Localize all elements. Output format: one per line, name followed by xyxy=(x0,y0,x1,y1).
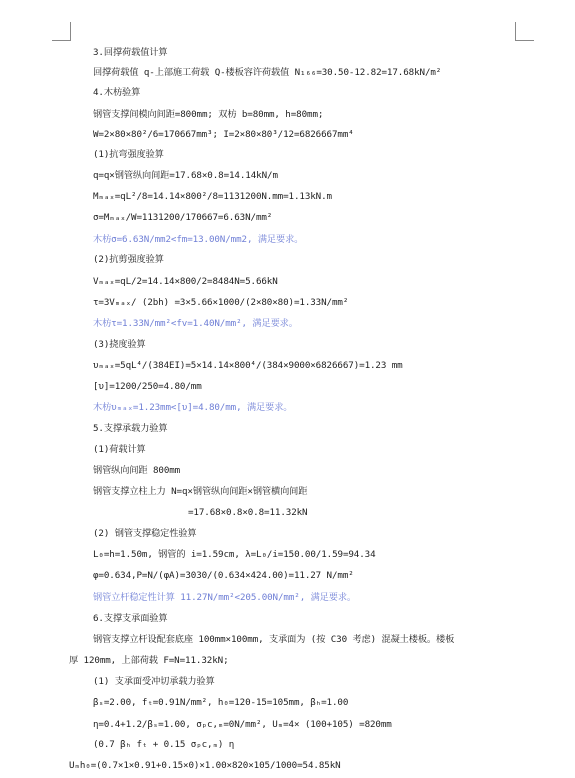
text-line: W=2×80×80²/6=170667mm³; I=2×80×80³/12=6826667mm⁴ xyxy=(93,129,354,140)
text-line: φ=0.634,P=N/(φA)=3030/(0.634×424.00)=11.27 N/mm² xyxy=(93,570,354,581)
text-line: (0.7 βₕ fₜ + 0.15 σₚc,ₘ) η xyxy=(93,739,235,750)
result-line: 木枋υₘₐₓ=1.23mm<[υ]=4.80/mm, 满足要求。 xyxy=(93,402,293,413)
text-line: βₛ=2.00, fₜ=0.91N/mm², h₀=120-15=105mm, βₕ=1.00 xyxy=(93,697,349,708)
text-line: 钢管支撑立柱上力 N=q×钢管纵向间距×钢管横向间距 xyxy=(93,486,308,497)
result-line: 木枋σ=6.63N/mm2<fm=13.00N/mm2, 满足要求。 xyxy=(93,234,304,245)
subheading-deflection: (3)挠度验算 xyxy=(93,339,146,350)
text-line: [υ]=1200/250=4.80/mm xyxy=(93,381,202,392)
text-line: 钢管支撑立杆设配套底座 100mm×100mm, 支承面为 (按 C30 考虑) 混凝土楼板。楼板 xyxy=(93,634,455,645)
subheading-load-calc: (1)荷载计算 xyxy=(93,444,146,455)
text-line: 钢管纵向间距 800mm xyxy=(93,465,181,476)
page-corner-mark-top-right xyxy=(515,22,534,41)
subheading-punching: (1) 支承面受冲切承载力验算 xyxy=(93,676,215,687)
text-line: Mₘₐₓ=qL²/8=14.14×800²/8=1131200N.mm=1.13kN.m xyxy=(93,191,332,202)
result-line: 钢管立杆稳定性计算 11.27N/mm²<205.00N/mm², 满足要求。 xyxy=(93,592,357,603)
text-line: L₀=h=1.50m, 钢管的 i=1.59cm, λ=L₀/i=150.00/1.59=94.34 xyxy=(93,549,376,560)
text-line: υₘₐₓ=5qL⁴/(384EI)=5×14.14×800⁴/(384×9000×6826667)=1.23 mm xyxy=(93,360,403,371)
heading-support-capacity: 5.支撑承载力验算 xyxy=(93,423,168,434)
heading-backprop-load: 3.回撑荷载值计算 xyxy=(93,47,168,58)
page-corner-mark-top-left xyxy=(52,22,71,41)
heading-bearing-surface: 6.支撑支承面验算 xyxy=(93,613,168,624)
text-line: 钢管支撑间模向间距=800mm; 双枋 b=80mm, h=80mm; xyxy=(93,109,324,120)
text-line: Uₘh₀=(0.7×1×0.91+0.15×0)×1.00×820×105/1000=54.85kN xyxy=(69,760,341,771)
result-line: 木枋τ=1.33N/mm²<fv=1.40N/mm², 满足要求。 xyxy=(93,318,298,329)
text-line: Vₘₐₓ=qL/2=14.14×800/2=8484N=5.66kN xyxy=(93,276,278,287)
subheading-bending: (1)抗弯强度验算 xyxy=(93,149,164,160)
text-line: τ=3Vₘₐₓ/ (2bh) =3×5.66×1000/(2×80×80)=1.33N/mm² xyxy=(93,297,349,308)
text-line: 厚 120mm, 上部荷载 F=N=11.32kN; xyxy=(69,655,229,666)
text-line: q=q×钢管纵向间距=17.68×0.8=14.14kN/m xyxy=(93,170,278,181)
text-line: 回撑荷载值 q-上部施工荷载 Q-楼板容许荷载值 N₁₆₆=30.50-12.82=17.68kN/m² xyxy=(93,67,442,78)
text-line: σ=Mₘₐₓ/W=1131200/170667=6.63N/mm² xyxy=(93,212,273,223)
text-line: η=0.4+1.2/βₛ=1.00, σₚc,ₘ=0N/mm², Uₘ=4× (100+105) =820mm xyxy=(93,719,392,730)
subheading-stability: (2) 钢管支撑稳定性验算 xyxy=(93,528,197,539)
subheading-shear: (2)抗剪强度验算 xyxy=(93,254,164,265)
heading-timber-check: 4.木枋验算 xyxy=(93,87,141,98)
text-line: =17.68×0.8×0.8=11.32kN xyxy=(188,507,308,518)
